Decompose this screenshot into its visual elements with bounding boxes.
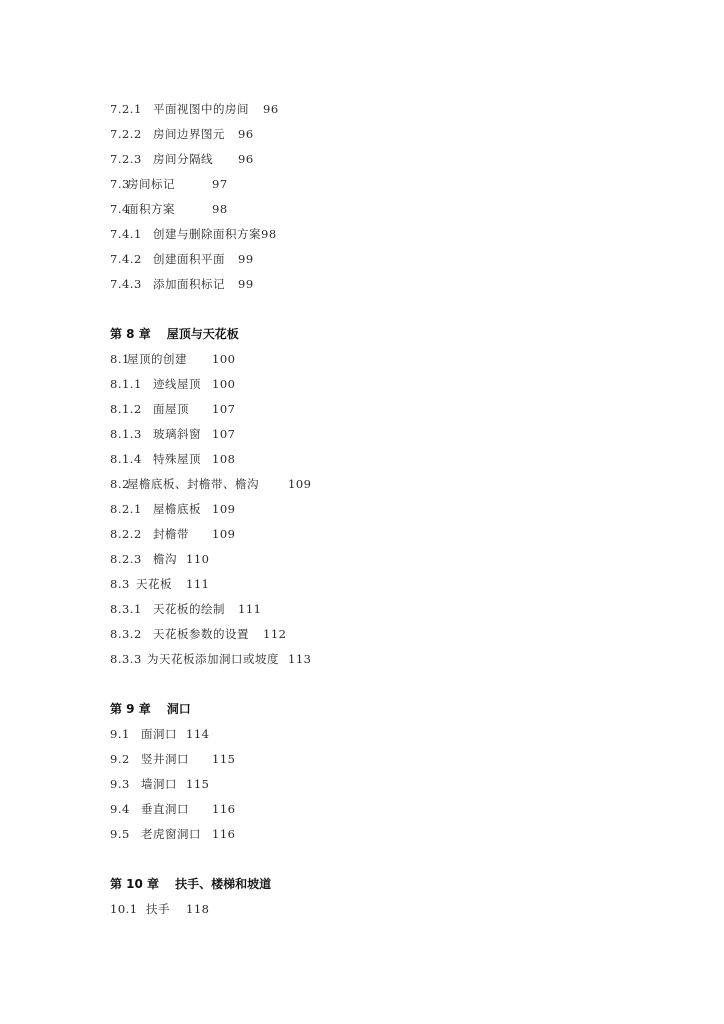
toc-entry: [110, 496, 670, 521]
entry-title: 为天花板添加洞口或坡度: [147, 651, 279, 666]
entry-number: 8.1.4: [110, 451, 142, 466]
entry-page: 99: [238, 251, 254, 266]
entry-number: 9.4: [110, 801, 130, 816]
entry-number: 7.4.1: [110, 226, 142, 241]
toc-entry: [110, 396, 670, 421]
entry-page: 97: [212, 176, 228, 191]
entry-number: 9.5: [110, 826, 130, 841]
chapter-title: 扶手、楼梯和坡道: [175, 877, 272, 891]
entry-page: 100: [212, 351, 236, 366]
entry-number: 8.2.3: [110, 551, 142, 566]
entry-title: 面洞口: [141, 726, 177, 741]
entry-number: 8.2.1: [110, 501, 142, 516]
toc-entry: [110, 721, 670, 746]
entry-title: 面积方案: [127, 201, 175, 216]
toc-entry: [110, 821, 670, 846]
entry-number: 7.2.3: [110, 151, 142, 166]
entry-page: 110: [186, 551, 210, 566]
entry-page: 111: [238, 601, 262, 616]
entry-page: 96: [263, 101, 279, 116]
entry-number: 8.2: [110, 476, 130, 491]
toc-entry: [110, 121, 670, 146]
toc-entry: [110, 896, 670, 921]
toc-entry: [110, 446, 670, 471]
entry-number: 10.1: [110, 901, 138, 916]
entry-title: 封檐带: [153, 526, 189, 541]
entry-title: 特殊屋顶: [153, 451, 201, 466]
entry-number: 8.1.1: [110, 376, 142, 391]
entry-number: 8.3.2: [110, 626, 142, 641]
entry-page: 99: [238, 276, 254, 291]
entry-page: 116: [212, 801, 236, 816]
entry-title: 房间边界图元: [153, 126, 225, 141]
entry-page: 111: [186, 576, 210, 591]
entry-title: 扶手: [146, 901, 170, 916]
chapter-title: 屋顶与天花板: [166, 327, 239, 341]
toc-entry: [110, 246, 670, 271]
entry-number: 9.2: [110, 751, 130, 766]
entry-page: 96: [238, 126, 254, 141]
entry-title: 屋檐底板、封檐带、檐沟: [127, 476, 259, 491]
chapter-label: 第 8 章: [110, 327, 151, 341]
section-spacer: [110, 296, 670, 321]
entry-number: 8.1.2: [110, 401, 142, 416]
toc-entry: [110, 421, 670, 446]
toc-entry: [110, 596, 670, 621]
toc-section-chapter-10: [110, 871, 670, 921]
toc-section-chapter-8: [110, 321, 670, 671]
entry-title: 墙洞口: [141, 776, 177, 791]
chapter-label: 第 9 章: [110, 702, 151, 716]
entry-title: 老虎窗洞口: [141, 826, 201, 841]
entry-number: 9.1: [110, 726, 130, 741]
entry-title: 天花板参数的设置: [153, 626, 249, 641]
entry-title: 平面视图中的房间: [153, 101, 249, 116]
toc-entry: [110, 621, 670, 646]
entry-page: 109: [288, 476, 312, 491]
entry-title: 竖井洞口: [141, 751, 189, 766]
toc-entry: [110, 96, 670, 121]
chapter-heading: [110, 321, 670, 346]
entry-title: 创建面积平面: [153, 251, 225, 266]
entry-number: 7.4.3: [110, 276, 142, 291]
toc-entry: [110, 221, 670, 246]
toc-entry: [110, 571, 670, 596]
toc-entry: [110, 546, 670, 571]
toc-section-chapter-7: [110, 96, 670, 296]
toc-entry: [110, 521, 670, 546]
chapter-heading: [110, 696, 670, 721]
entry-title: 檐沟: [153, 551, 177, 566]
entry-number: 8.1: [110, 351, 130, 366]
toc-entry: [110, 171, 670, 196]
entry-page: 107: [212, 401, 236, 416]
entry-number: 8.3: [110, 576, 130, 591]
entry-title: 天花板的绘制: [153, 601, 225, 616]
section-spacer: [110, 846, 670, 871]
entry-title: 添加面积标记: [153, 276, 225, 291]
entry-title: 玻璃斜窗: [153, 426, 201, 441]
toc-entry: [110, 146, 670, 171]
entry-page: 114: [186, 726, 210, 741]
entry-title: 面屋顶: [153, 401, 189, 416]
entry-page: 98: [261, 226, 277, 241]
toc-entry: [110, 271, 670, 296]
chapter-label: 第 10 章: [110, 877, 160, 891]
entry-title: 天花板: [136, 576, 172, 591]
entry-title: 房间标记: [127, 176, 175, 191]
entry-page: 109: [212, 501, 236, 516]
toc-section-chapter-9: [110, 696, 670, 846]
entry-page: 118: [186, 901, 210, 916]
table-of-contents: [110, 96, 670, 921]
entry-page: 109: [212, 526, 236, 541]
toc-entry: [110, 471, 670, 496]
entry-title: 迹线屋顶: [153, 376, 201, 391]
entry-title: 屋顶的创建: [127, 351, 187, 366]
entry-number: 8.3.3: [110, 651, 142, 666]
toc-entry: [110, 746, 670, 771]
toc-entry: [110, 371, 670, 396]
entry-page: 116: [212, 826, 236, 841]
entry-number: 7.4.2: [110, 251, 142, 266]
entry-page: 112: [263, 626, 287, 641]
entry-page: 96: [238, 151, 254, 166]
entry-page: 108: [212, 451, 236, 466]
entry-number: 8.2.2: [110, 526, 142, 541]
toc-entry: [110, 796, 670, 821]
entry-page: 100: [212, 376, 236, 391]
entry-page: 98: [212, 201, 228, 216]
entry-number: 8.1.3: [110, 426, 142, 441]
entry-title: 房间分隔线: [153, 151, 213, 166]
entry-page: 107: [212, 426, 236, 441]
entry-number: 8.3.1: [110, 601, 142, 616]
section-spacer: [110, 671, 670, 696]
toc-entry: [110, 346, 670, 371]
entry-number: 9.3: [110, 776, 130, 791]
chapter-heading: [110, 871, 670, 896]
chapter-title: 洞口: [166, 702, 191, 716]
entry-page: 115: [186, 776, 210, 791]
toc-entry: [110, 196, 670, 221]
entry-number: 7.3: [110, 176, 130, 191]
entry-number: 7.2.2: [110, 126, 142, 141]
entry-page: 113: [288, 651, 312, 666]
entry-number: 7.2.1: [110, 101, 142, 116]
entry-title: 垂直洞口: [141, 801, 189, 816]
entry-title: 创建与删除面积方案: [153, 226, 261, 241]
entry-page: 115: [212, 751, 236, 766]
entry-title: 屋檐底板: [153, 501, 201, 516]
toc-entry: [110, 771, 670, 796]
entry-number: 7.4: [110, 201, 130, 216]
toc-entry: [110, 646, 670, 671]
